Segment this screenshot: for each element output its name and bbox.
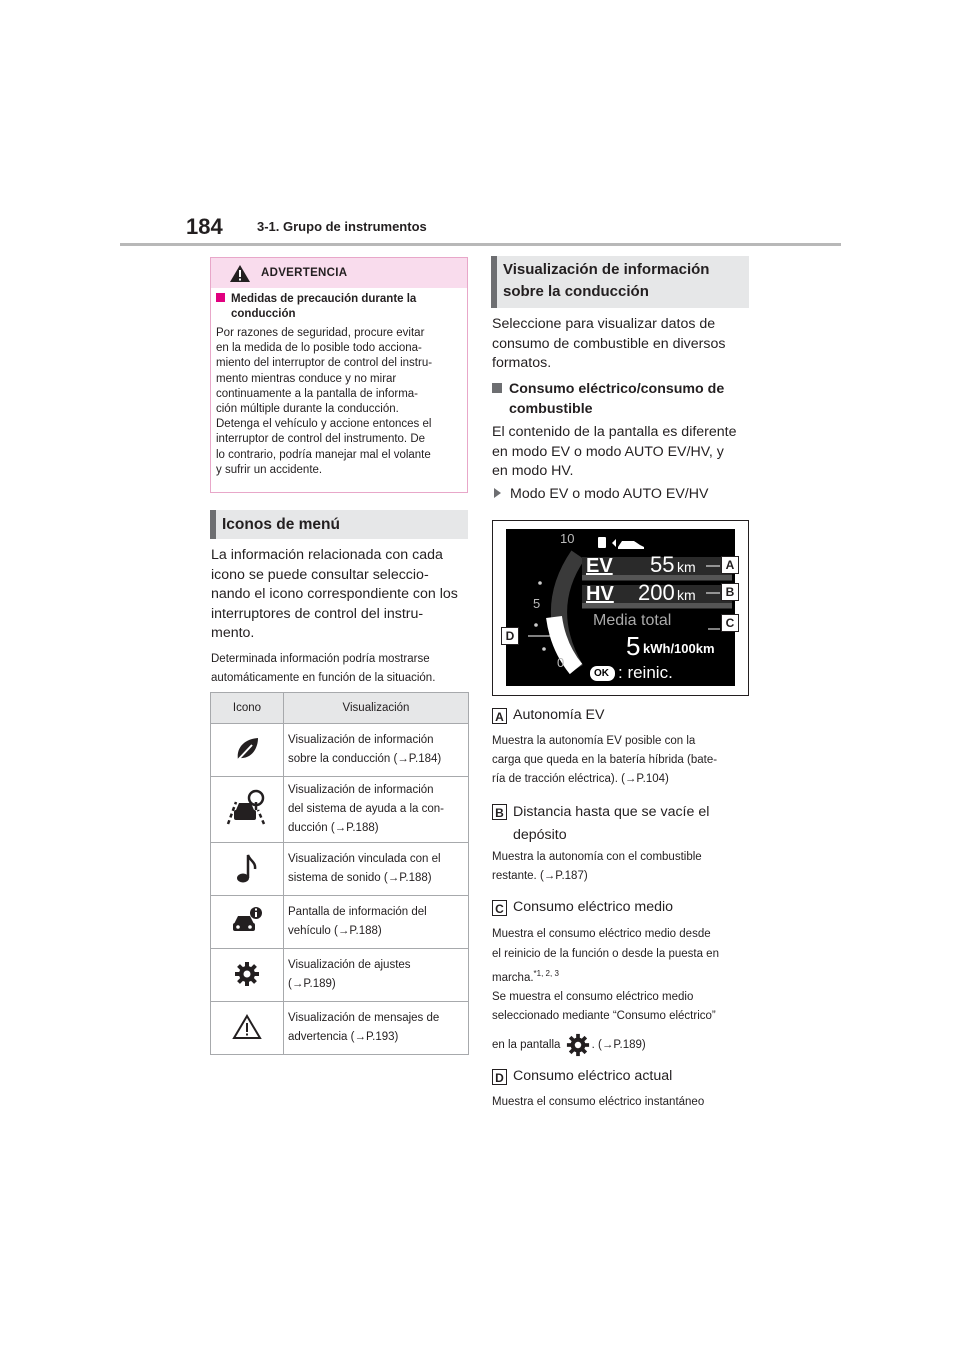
item-d-title: [492, 1068, 672, 1085]
desc3-suffix: . (→P.189): [591, 1039, 646, 1051]
item-title-text: Consumo eléctrico medio: [513, 899, 674, 915]
table-cell-text: Visualización de información sobre la conducción (→P.184): [284, 724, 469, 777]
gauge-tick-0: 0: [557, 655, 565, 670]
ok-label: OK: [594, 668, 609, 679]
table-row: [211, 724, 469, 777]
item-c-desc2: Se muestra el consumo eléctrico medio seleccionado mediante “Consumo eléctrico”: [492, 991, 716, 1022]
table-cell-text: Pantalla de información del vehículo (→P.188): [284, 896, 469, 949]
fuel-pump-icon: [598, 537, 606, 548]
label-box: C: [492, 900, 507, 916]
label-box: B: [492, 804, 507, 820]
menu-icons-intro: La información relacionada con cada icono se puede consultar seleccio- nando el icono correspondiente con los interruptores de control del instru- mento.: [211, 547, 458, 641]
car-icon: [618, 541, 644, 549]
mode-item: [492, 486, 708, 502]
consumption-subheading-text: Consumo eléctrico/consumo de combustible: [509, 381, 725, 417]
item-desc-text: Muestra el consumo eléctrico medio desde el reinicio de la función o desde la puesta en marcha.: [492, 928, 719, 984]
arrow-right-icon: [494, 488, 501, 498]
label-box: A: [492, 708, 507, 724]
table-cell-text: Visualización de información del sistema de ayuda a la con- ducción (→P.188): [284, 777, 469, 843]
callout-b: B: [721, 583, 739, 601]
item-a-title: [492, 707, 605, 724]
table-row: [211, 777, 469, 843]
table-row: [211, 1002, 469, 1055]
ev-unit: km: [677, 559, 696, 575]
gauge-dot: [542, 647, 546, 651]
leaf-icon: [211, 724, 284, 777]
col-icon-header: Icono: [211, 693, 284, 724]
driving-assist-icon: [211, 777, 284, 843]
warning-subtitle-text: Medidas de precaución durante la conducción: [231, 293, 417, 320]
footnote-ref: *1, 2, 3: [533, 969, 559, 978]
table-header-row: [211, 693, 469, 724]
page-number: 184: [186, 214, 223, 239]
item-c-title: [492, 899, 673, 916]
desc3-prefix: en la pantalla: [492, 1039, 561, 1051]
hv-unit: km: [677, 587, 696, 603]
item-title-text: Distancia hasta que se vacíe el depósito: [513, 804, 710, 843]
gauge-tick-5: 5: [533, 596, 541, 611]
item-b-title: [492, 801, 709, 847]
gear-icon: [566, 1033, 590, 1057]
gear-icon: [211, 949, 284, 1002]
table-cell-text: Visualización de mensajes de advertencia (→P.193): [284, 1002, 469, 1055]
warning-title: ADVERTENCIA: [261, 267, 348, 279]
menu-icons-note: Determinada información podría mostrarse automáticamente en función de la situación.: [211, 653, 436, 684]
warning-header: [211, 258, 467, 288]
driving-info-heading: Visualización de información sobre la conducción: [491, 256, 749, 308]
table-row: [211, 896, 469, 949]
consumption-subheading: [492, 380, 752, 419]
callout-d: D: [501, 627, 519, 645]
table-row: [211, 949, 469, 1002]
ev-value: 55: [650, 552, 675, 577]
warning-triangle-icon: [229, 264, 251, 283]
average-unit: kWh/100km: [643, 641, 715, 656]
warning-box: [210, 257, 468, 493]
warning-text: Por razones de seguridad, procure evitar en la medida de lo posible todo acciona- miento del interruptor de control del instru- mento mientras conduce y no mirar continuamente a la pantalla de informa- ción múltiple durante la conducción. Detenga el vehículo y accione entonces el interruptor de control del instrumento. De lo contrario, podría manejar mal el volante y sufrir un accidente.: [216, 327, 433, 476]
reset-label: : reinic.: [618, 663, 673, 682]
ev-label: EV: [586, 555, 613, 577]
table-row: [211, 843, 469, 896]
mode-item-text: Modo EV o modo AUTO EV/HV: [510, 486, 709, 502]
display-screen: [506, 529, 735, 686]
item-d-desc: Muestra el consumo eléctrico instantáneo: [492, 1096, 705, 1108]
menu-icons-heading: Iconos de menú: [210, 510, 468, 539]
warning-icon: [211, 1002, 284, 1055]
average-label: Media total: [593, 612, 672, 629]
header-rule: [120, 243, 841, 246]
col-display-header: Visualización: [284, 693, 469, 724]
label-box: D: [492, 1069, 507, 1085]
callout-a: A: [721, 556, 739, 574]
item-a-desc: Muestra la autonomía EV posible con la carga que queda en la batería híbrida (bate- ría de tracción eléctrica). (→P.104): [492, 735, 718, 785]
mode-text: El contenido de la pantalla es diferente en modo EV o modo AUTO EV/HV, y en modo HV.: [492, 424, 737, 479]
hv-value: 200: [638, 580, 675, 605]
gauge-tick-10: 10: [560, 531, 575, 546]
callout-c: C: [721, 614, 739, 632]
section-title: 3-1. Grupo de instrumentos: [257, 219, 427, 234]
item-title-text: Autonomía EV: [513, 707, 605, 723]
item-c-desc3: [492, 1032, 646, 1058]
table-cell-text: Visualización vinculada con el sistema de sonido (→P.188): [284, 843, 469, 896]
warning-subtitle: [216, 292, 464, 322]
item-title-text: Consumo eléctrico actual: [513, 1068, 673, 1084]
chevron-left-icon: [612, 539, 616, 547]
hv-label: HV: [586, 583, 614, 605]
item-c-desc: [492, 924, 757, 988]
music-note-icon: [211, 843, 284, 896]
driving-info-intro: Seleccione para visualizar datos de consumo de combustible en diversos formatos.: [492, 316, 726, 371]
menu-icon-table: [210, 692, 469, 1055]
bullet-square-icon: [216, 293, 225, 302]
gauge-dot: [538, 581, 542, 585]
average-value: 5: [626, 631, 641, 661]
display-illustration: [492, 520, 749, 696]
bullet-square-icon: [492, 383, 502, 393]
item-b-desc: Muestra la autonomía con el combustible restante. (→P.187): [492, 851, 702, 882]
table-cell-text: Visualización de ajustes (→P.189): [284, 949, 469, 1002]
gauge-dot: [534, 623, 538, 627]
vehicle-info-icon: [211, 896, 284, 949]
